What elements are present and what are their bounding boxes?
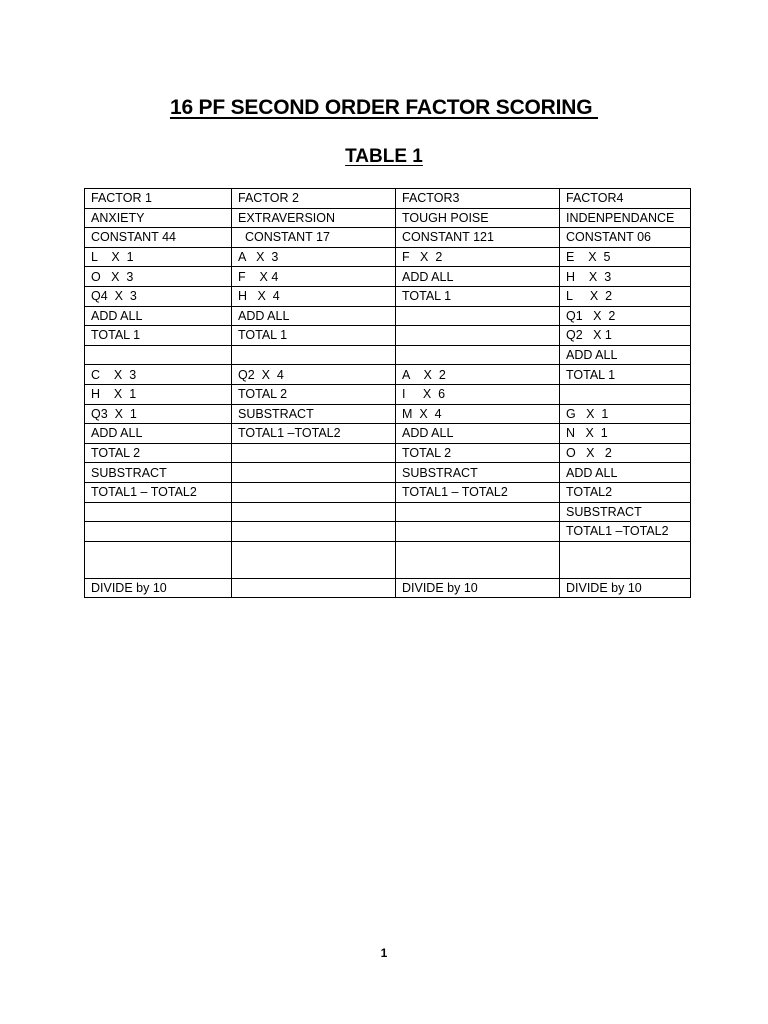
table-cell: Q1 X 2 — [560, 306, 691, 326]
table-cell — [232, 502, 396, 522]
table-cell: H X 4 — [232, 286, 396, 306]
table-cell: CONSTANT 06 — [560, 228, 691, 248]
table-cell: FACTOR4 — [560, 189, 691, 209]
table-cell: Q4 X 3 — [85, 286, 232, 306]
table-cell — [560, 384, 691, 404]
table-cell — [85, 345, 232, 365]
table-cell: DIVIDE by 10 — [560, 578, 691, 598]
table-cell — [232, 541, 396, 578]
table-cell — [232, 522, 396, 542]
table-cell: Q2 X 4 — [232, 365, 396, 385]
table-cell: I X 6 — [396, 384, 560, 404]
table-cell: F X 2 — [396, 247, 560, 267]
table-body — [85, 189, 691, 598]
table-row — [85, 306, 691, 326]
table-cell — [85, 541, 232, 578]
table-cell: SUBSTRACT — [232, 404, 396, 424]
table-cell: TOTAL 1 — [85, 326, 232, 346]
table-cell: ADD ALL — [396, 424, 560, 444]
table-row — [85, 404, 691, 424]
table-cell: TOTAL 2 — [85, 443, 232, 463]
table-cell: ADD ALL — [396, 267, 560, 287]
table-cell: TOUGH POISE — [396, 208, 560, 228]
table-cell: C X 3 — [85, 365, 232, 385]
table-cell: A X 2 — [396, 365, 560, 385]
table-cell: FACTOR 2 — [232, 189, 396, 209]
table-cell: F X 4 — [232, 267, 396, 287]
table-cell: SUBSTRACT — [396, 463, 560, 483]
table-row — [85, 267, 691, 287]
table-cell: INDENPENDANCE — [560, 208, 691, 228]
table-title: TABLE 1 — [345, 146, 423, 167]
table-cell: EXTRAVERSION — [232, 208, 396, 228]
table-cell — [232, 482, 396, 502]
factor-scoring-table — [84, 188, 691, 598]
table-cell — [396, 326, 560, 346]
table-cell: ANXIETY — [85, 208, 232, 228]
table-row — [85, 502, 691, 522]
table-cell: TOTAL 1 — [232, 326, 396, 346]
table-cell: SUBSTRACT — [560, 502, 691, 522]
table-row — [85, 463, 691, 483]
table-cell — [396, 541, 560, 578]
table-cell — [232, 345, 396, 365]
table-row — [85, 522, 691, 542]
table-row — [85, 345, 691, 365]
table-cell: TOTAL1 –TOTAL2 — [560, 522, 691, 542]
table-row — [85, 541, 691, 578]
table-cell: O X 2 — [560, 443, 691, 463]
table-row — [85, 482, 691, 502]
table-cell: DIVIDE by 10 — [85, 578, 232, 598]
table-row — [85, 228, 691, 248]
table-cell — [396, 306, 560, 326]
table-cell: Q3 X 1 — [85, 404, 232, 424]
table-cell: FACTOR 1 — [85, 189, 232, 209]
page-number: 1 — [380, 946, 388, 960]
table-row — [85, 189, 691, 209]
table-cell: FACTOR3 — [396, 189, 560, 209]
table-cell: L X 2 — [560, 286, 691, 306]
table-cell: E X 5 — [560, 247, 691, 267]
table-cell: DIVIDE by 10 — [396, 578, 560, 598]
table-cell: TOTAL 1 — [560, 365, 691, 385]
table-cell: CONSTANT 44 — [85, 228, 232, 248]
table-cell: A X 3 — [232, 247, 396, 267]
table-cell: TOTAL1 –TOTAL2 — [232, 424, 396, 444]
document-title: 16 PF SECOND ORDER FACTOR SCORING — [169, 96, 599, 119]
table-row — [85, 578, 691, 598]
table-cell — [232, 443, 396, 463]
table-cell: TOTAL1 – TOTAL2 — [396, 482, 560, 502]
table-row — [85, 424, 691, 444]
table-cell: M X 4 — [396, 404, 560, 424]
table-cell: SUBSTRACT — [85, 463, 232, 483]
table-cell: TOTAL2 — [560, 482, 691, 502]
table-cell: ADD ALL — [560, 345, 691, 365]
table-cell: ADD ALL — [560, 463, 691, 483]
table-row — [85, 326, 691, 346]
table-cell — [232, 463, 396, 483]
table-cell — [560, 541, 691, 578]
table-cell: Q2 X 1 — [560, 326, 691, 346]
table-cell: ADD ALL — [85, 306, 232, 326]
table-cell — [396, 502, 560, 522]
table-cell — [396, 522, 560, 542]
table-cell — [396, 345, 560, 365]
table-row — [85, 247, 691, 267]
table-row — [85, 286, 691, 306]
table-cell: TOTAL 2 — [232, 384, 396, 404]
table-row — [85, 384, 691, 404]
table-cell — [85, 502, 232, 522]
table-cell: TOTAL 1 — [396, 286, 560, 306]
table-cell: G X 1 — [560, 404, 691, 424]
table-cell: N X 1 — [560, 424, 691, 444]
table-cell — [232, 578, 396, 598]
table-cell: H X 1 — [85, 384, 232, 404]
table-cell: ADD ALL — [85, 424, 232, 444]
table-cell: TOTAL 2 — [396, 443, 560, 463]
table-cell: CONSTANT 17 — [232, 228, 396, 248]
table-cell: L X 1 — [85, 247, 232, 267]
table-cell — [85, 522, 232, 542]
table-row — [85, 365, 691, 385]
table-cell: TOTAL1 – TOTAL2 — [85, 482, 232, 502]
table-cell: O X 3 — [85, 267, 232, 287]
table-cell: H X 3 — [560, 267, 691, 287]
table-cell: ADD ALL — [232, 306, 396, 326]
table-row — [85, 208, 691, 228]
table-cell: CONSTANT 121 — [396, 228, 560, 248]
table-row — [85, 443, 691, 463]
